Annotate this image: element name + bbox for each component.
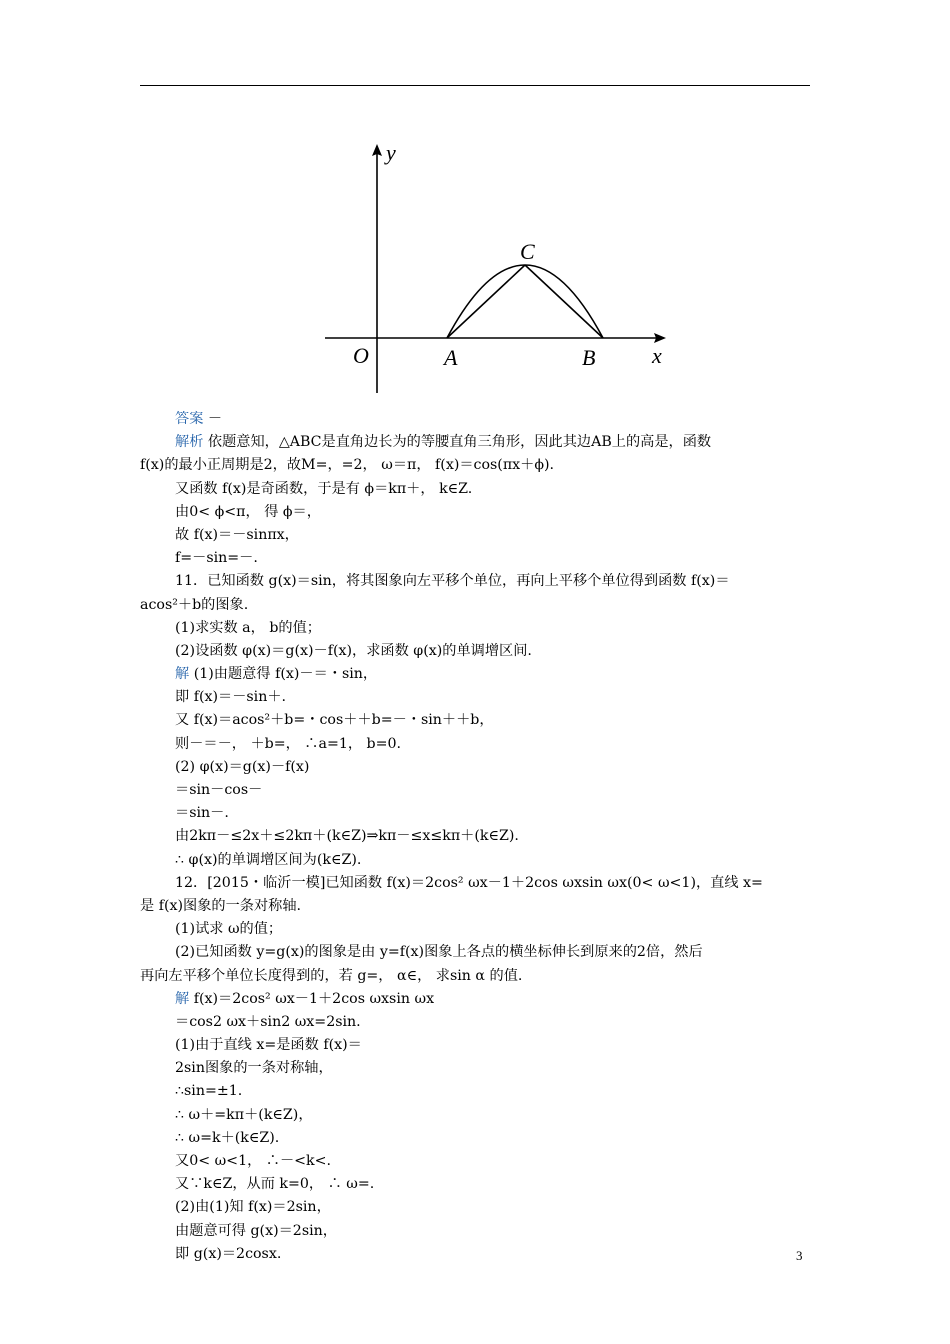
line-text: 12．[2015・临沂一模]已知函数 f(x)＝2cos² ωx－1＋2cos ωxsin ωx(0< ω<1)，直线 x= — [175, 874, 763, 891]
text-line — [140, 1104, 812, 1127]
line-text: (2)设函数 φ(x)＝g(x)－f(x)，求函数 φ(x)的单调增区间. — [175, 642, 532, 659]
label-point-c: C — [520, 239, 535, 264]
text-line — [140, 825, 812, 848]
line-text: ∴ ω=k＋(k∈Z). — [175, 1129, 280, 1146]
text-line — [140, 408, 812, 431]
line-text: 即 g(x)＝2cosx. — [175, 1245, 282, 1262]
text-line — [140, 1243, 812, 1266]
line-text: ∴ φ(x)的单调增区间为(k∈Z). — [175, 851, 362, 868]
text-line — [140, 988, 812, 1011]
text-line — [140, 524, 812, 547]
segment-ac — [447, 265, 525, 338]
text-line — [140, 1173, 812, 1196]
text-line — [140, 570, 812, 593]
text-line — [140, 872, 812, 895]
line-text: 是 f(x)图象的一条对称轴. — [140, 897, 302, 914]
label-x: x — [652, 343, 662, 368]
line-text: 又函数 f(x)是奇函数，于是有 ϕ＝kπ＋， k∈Z. — [175, 480, 473, 497]
line-text: 依题意知，△ABC是直角边长为的等腰直角三角形，因此其边AB上的高是，函数 — [203, 434, 712, 451]
text-line — [140, 617, 812, 640]
segment-cb — [525, 265, 603, 338]
line-text: (2)由(1)知 f(x)＝2sin， — [175, 1199, 331, 1216]
line-text: 由0< ϕ<π， 得 ϕ＝， — [175, 503, 321, 520]
sine-arc — [447, 265, 603, 338]
line-text: 又0< ω<1， ∴－<k<. — [175, 1153, 332, 1169]
text-line — [140, 501, 812, 524]
line-text: ∴ ω＋=kπ＋(k∈Z)， — [175, 1106, 313, 1123]
line-text: acos²＋b的图象. — [140, 596, 249, 613]
line-text: 即 f(x)＝－sin＋. — [175, 689, 287, 706]
line-text: f=－sin=－. — [175, 550, 258, 567]
text-line — [140, 941, 812, 964]
solution-text — [140, 408, 812, 1266]
text-line — [140, 431, 812, 454]
line-text: ＝sin－. — [175, 805, 229, 822]
line-text: ∴sin=±1. — [175, 1083, 243, 1100]
label-y: y — [386, 140, 396, 165]
coordinate-figure — [320, 135, 680, 400]
text-line — [140, 1011, 812, 1034]
label-origin: O — [353, 343, 369, 368]
section-label: 解 — [175, 990, 190, 1007]
header-rule — [140, 85, 810, 86]
text-line — [140, 709, 812, 732]
text-line — [140, 663, 812, 686]
line-text: － — [203, 411, 223, 427]
page-number: 3 — [796, 1248, 803, 1263]
text-line — [140, 895, 812, 918]
text-line — [140, 1127, 812, 1150]
text-line — [140, 756, 812, 779]
section-label: 解析 — [175, 434, 204, 451]
line-text: f(x)的最小正周期是2，故M=，=2， ω＝π， f(x)＝cos(πx＋ϕ). — [140, 457, 555, 474]
line-text: 又∵k∈Z，从而 k=0， ∴ ω=. — [175, 1176, 375, 1193]
text-line — [140, 779, 812, 802]
line-text: 再向左平移个单位长度得到的，若 g=， α∈， 求sin α 的值. — [140, 967, 523, 984]
line-text: 则－＝－， ＋b=， ∴a=1， b=0. — [175, 735, 402, 752]
section-label: 答案 — [175, 411, 204, 427]
text-line — [140, 594, 812, 617]
text-line — [140, 454, 812, 477]
line-text: 由2kπ－≤2x＋≤2kπ＋(k∈Z)⇒kπ－≤x≤kπ＋(k∈Z). — [175, 828, 519, 845]
text-line — [140, 1057, 812, 1080]
text-line — [140, 547, 812, 570]
text-line — [140, 1196, 812, 1219]
text-line — [140, 1220, 812, 1243]
text-line — [140, 478, 812, 501]
label-point-b: B — [582, 345, 596, 370]
label-point-a: A — [444, 345, 458, 370]
text-line — [140, 802, 812, 825]
line-text: f(x)＝2cos² ωx－1＋2cos ωxsin ωx — [189, 990, 435, 1007]
text-line — [140, 1080, 812, 1103]
text-line — [140, 686, 812, 709]
line-text: 又 f(x)＝acos²＋b=・cos＋＋b=－・sin＋＋b， — [175, 712, 494, 729]
line-text: (1)求实数 a， b的值； — [175, 619, 321, 636]
text-line — [140, 1150, 812, 1173]
line-text: (2) φ(x)＝g(x)－f(x) — [175, 758, 310, 775]
text-line — [140, 640, 812, 663]
section-label: 解 — [175, 666, 190, 683]
line-text: 11．已知函数 g(x)＝sin，将其图象向左平移个单位，再向上平移个单位得到函数 f(x)＝ — [175, 573, 730, 590]
line-text: 故 f(x)＝－sinπx， — [175, 526, 299, 543]
line-text: ＝sin－cos－ — [175, 782, 263, 798]
text-line — [140, 849, 812, 872]
line-text: (1)由于直线 x=是函数 f(x)＝ — [175, 1037, 362, 1054]
line-text: (1)由题意得 f(x)－＝・sin， — [189, 666, 378, 683]
line-text: (1)试求 ω的值； — [175, 921, 283, 938]
line-text: 2sin图象的一条对称轴， — [175, 1060, 333, 1077]
text-line — [140, 918, 812, 941]
text-line — [140, 1034, 812, 1057]
text-line — [140, 733, 812, 756]
text-line — [140, 965, 812, 988]
line-text: (2)已知函数 y=g(x)的图象是由 y=f(x)图象上各点的横坐标伸长到原来的2倍，然后 — [175, 944, 703, 961]
line-text: 由题意可得 g(x)＝2sin， — [175, 1222, 337, 1239]
line-text: ＝cos2 ωx＋sin2 ωx=2sin. — [175, 1013, 361, 1030]
